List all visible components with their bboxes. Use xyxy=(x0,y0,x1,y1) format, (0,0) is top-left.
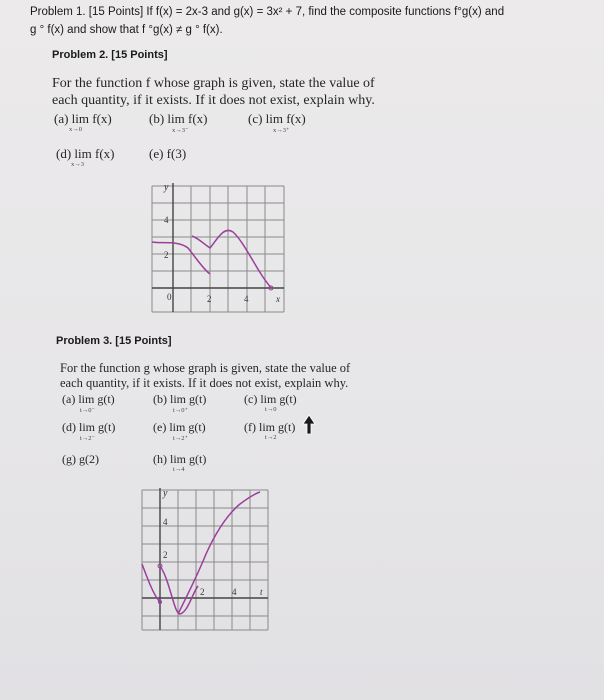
part-label: (a) lim f(x) xyxy=(54,111,112,126)
mouse-cursor-icon xyxy=(302,414,316,436)
graph-grid xyxy=(152,186,284,312)
part-subscript: t→0 xyxy=(265,406,277,413)
x-axis-label: t xyxy=(260,587,263,597)
problem2-part-c xyxy=(248,111,306,134)
problem3-part-h xyxy=(153,452,207,473)
part-label: (f) lim g(t) xyxy=(244,420,296,434)
x-tick-4: 4 xyxy=(232,587,237,597)
problem2-title: Problem 2. [15 Points] xyxy=(52,49,168,61)
problem3-part-e xyxy=(153,420,206,442)
problem3-title: Problem 3. [15 Points] xyxy=(56,335,172,347)
y-tick-2: 2 xyxy=(164,250,169,260)
problem2-graph xyxy=(138,178,290,320)
part-label: (b) lim f(x) xyxy=(149,111,208,126)
problem3-text-line1: For the function g whose graph is given, state the value of xyxy=(60,361,351,375)
problem2-part-a xyxy=(54,111,112,133)
problem2-part-d xyxy=(56,146,115,168)
problem3-part-a xyxy=(62,392,115,414)
part-label: (a) lim g(t) xyxy=(62,392,115,406)
problem2-text-line1: For the function f whose graph is given, state the value of xyxy=(52,76,375,91)
part-label: (e) f(3) xyxy=(149,146,187,161)
part-subscript: t→2⁻ xyxy=(80,435,95,442)
x-tick-2: 2 xyxy=(200,587,205,597)
curve-right xyxy=(192,230,271,288)
problem3-part-c xyxy=(244,392,297,413)
part-label: (g) g(2) xyxy=(62,452,99,466)
part-subscript: t→4 xyxy=(173,466,185,473)
part-label: (b) lim g(t) xyxy=(153,392,207,406)
problem3-text-line2: each quantity, if it exists. If it does not exist, explain why. xyxy=(60,376,349,390)
part-label: (d) lim g(t) xyxy=(62,420,116,434)
problem3-part-g xyxy=(62,452,99,467)
y-axis-label: y xyxy=(164,182,169,193)
problem2-part-e xyxy=(149,146,186,162)
y-tick-4: 4 xyxy=(164,215,169,225)
part-subscript: x→3 xyxy=(71,161,84,168)
curve-right xyxy=(178,492,260,614)
curve-middle xyxy=(160,566,198,614)
y-tick-4: 4 xyxy=(163,517,168,527)
part-subscript: t→2 xyxy=(265,434,277,441)
part-label: (c) lim g(t) xyxy=(244,392,297,406)
x-axis-label: x xyxy=(276,294,280,304)
problem1-line2: g ° f(x) and show that f °g(x) ≠ g ° f(x). xyxy=(30,24,223,36)
part-subscript: x→3⁻ xyxy=(172,127,189,134)
problem3-part-b xyxy=(153,392,207,414)
problem2-text-line2: each quantity, if it exists. If it does not exist, explain why. xyxy=(52,93,375,108)
problem3-graph xyxy=(136,484,282,636)
origin-label: 0 xyxy=(167,292,172,302)
closed-point xyxy=(158,600,162,604)
part-subscript: t→0⁻ xyxy=(80,407,95,414)
curve-left xyxy=(152,242,210,274)
problem3-part-d xyxy=(62,420,116,442)
y-tick-2: 2 xyxy=(163,550,168,560)
x-tick-4: 4 xyxy=(244,294,249,304)
curve-left xyxy=(142,564,160,602)
part-subscript: t→0⁺ xyxy=(173,407,188,414)
part-label: (h) lim g(t) xyxy=(153,452,207,466)
y-axis-label: y xyxy=(163,488,168,499)
x-tick-2: 2 xyxy=(207,294,212,304)
part-label: (e) lim g(t) xyxy=(153,420,206,434)
part-label: (c) lim f(x) xyxy=(248,111,306,126)
part-subscript: x→0 xyxy=(69,126,82,133)
part-label: (d) lim f(x) xyxy=(56,146,115,161)
part-subscript: t→2⁺ xyxy=(173,435,188,442)
problem3-part-f xyxy=(244,420,296,441)
graph-grid xyxy=(142,490,268,630)
part-subscript: x→3⁺ xyxy=(273,127,290,134)
problem2-part-b xyxy=(149,111,208,134)
problem1-line1: Problem 1. [15 Points] If f(x) = 2x-3 and g(x) = 3x² + 7, find the composite functions f°g(x) and xyxy=(30,6,505,18)
